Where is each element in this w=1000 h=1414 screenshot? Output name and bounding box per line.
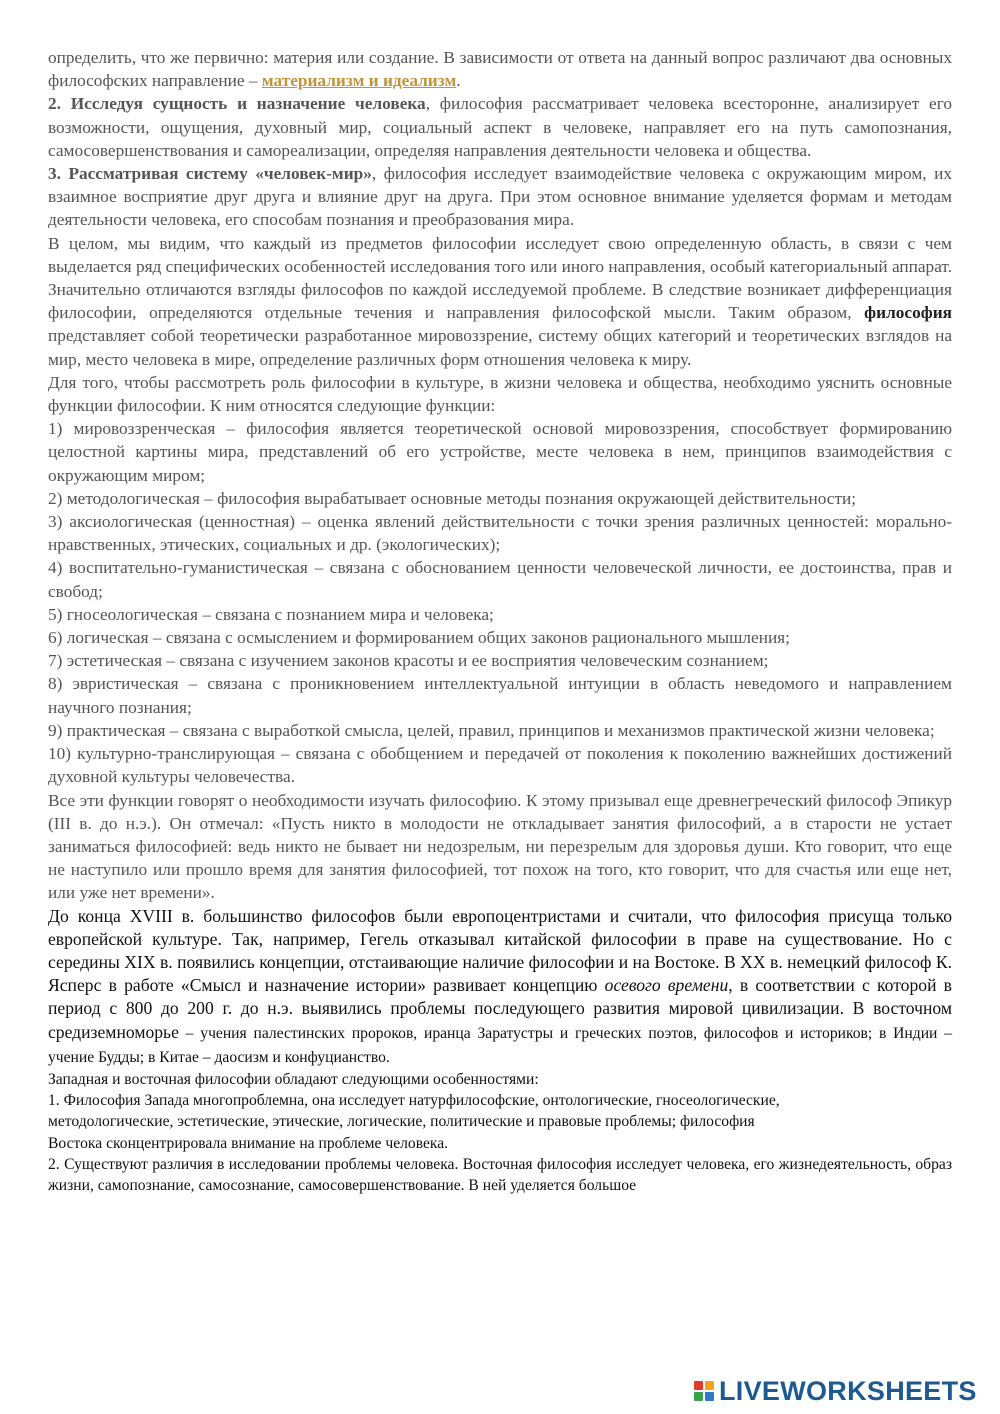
paragraph-4 xyxy=(48,232,952,371)
logo-text: LIVEWORKSHEETS xyxy=(719,1375,977,1406)
paragraph-10: 2. Существуют различия в исследовании проблемы человека. Восточная философия исследует человека, его жизнедеятельность, образ жизни, самопознание, самосознание, самосовершенствование. В ней уделяется большое xyxy=(48,1155,952,1194)
paragraph-2 xyxy=(48,92,952,162)
function-item-6: 6) логическая – связана с осмыслением и формированием общих законов рационального мышления; xyxy=(48,628,790,648)
paragraph-text-end: . xyxy=(456,71,461,91)
function-item-1: 1) мировоззренческая – философия является теоретической основой мировоззрения, способствует формированию целостной картины мира, представлений об его устройстве, месте человека в нем, принципов взаимодействия с окружающим миром; xyxy=(48,419,952,485)
function-item-8: 8) эвристическая – связана с проникновением интеллектуальной интуиции в область неведомого и направлением научного познания; xyxy=(48,674,952,717)
paragraph-3 xyxy=(48,162,952,232)
paragraph-line: Востока сконцентрировала внимание на проблеме человека. xyxy=(48,1134,449,1152)
paragraph-text: , философия рассматривает человека всесторонне, анализирует его возможности, ощущения, духовный мир, социальный аспект в человеке, направляет его на путь самопознания, самосовершенствования и самореализации, определяя направления деятельности человека и общества. xyxy=(48,94,953,160)
function-item-10: 10) культурно-транслирующая – связана с обобщением и передачей от поколения к поколению важнейших достижений духовной культуры человечества. xyxy=(48,744,952,787)
logo-square xyxy=(705,1392,714,1401)
paragraph-8: Западная и восточная философии обладают следующими особенностями: xyxy=(48,1070,539,1088)
philosophy-term: философия xyxy=(864,303,952,323)
logo-square xyxy=(694,1392,703,1401)
paragraph-line: методологические, эстетические, этические, логические, политические и правовые проблемы; философия xyxy=(48,1113,755,1131)
function-item-7: 7) эстетическая – связана с изучением законов красоты и ее восприятия человеческим сознанием; xyxy=(48,651,769,671)
materialism-idealism-link[interactable]: материализм и идеализм xyxy=(261,71,457,91)
logo-square xyxy=(705,1381,714,1390)
paragraph-line: 1. Философия Запада многопроблемна, она исследует натурфилософские, онтологические, гносеологические, xyxy=(48,1092,780,1110)
paragraph-5: Для того, чтобы рассмотреть роль философии в культуре, в жизни человека и общества, необходимо уяснить основные функции философии. К ним относятся следующие функции: xyxy=(48,372,952,416)
paragraph-text: , философия исследует взаимодействие человека с окружающим миром, их взаимное восприятие друг друга и влияние друг на друга. При этом основное внимание уделяется формам и методам деятельности человека, его способам познания и преобразования мира. xyxy=(48,164,952,230)
paragraph-1 xyxy=(48,46,952,92)
paragraph-7 xyxy=(48,905,952,1069)
paragraph-text-middle: , в соответствии с которой в период с 800 до 200 г. до н.э. выявились проблемы последующего развития мировой цивилизации. В восточном средиземноморье xyxy=(48,975,952,1042)
paragraph-text-small: – учения палестинских пророков, иранца Заратустры и греческих поэтов, философов и историков; в Индии – учение Будды; в Китае – даосизм и конфуцианство. xyxy=(48,1024,952,1066)
paragraph-6: Все эти функции говорят о необходимости изучать философию. К этому призывал еще древнегреческий философ Эпикур (III в. до н.э.). Он отмечал: «Пусть никто в молодости не откладывает занятия философий, а в старости не устает заниматься философией: ведь никто не бывает ни недозрелым, ни перезрелым для здоровья души. Кто говорит, что еще не наступило или прошло время для занятия философией, тот похож на того, кто говорит, что для счастья или еще нет, или уже нет времени». xyxy=(48,790,952,903)
function-item-9: 9) практическая – связана с выработкой смысла, целей, правил, принципов и механизмов практической жизни человека; xyxy=(48,720,935,740)
logo-square xyxy=(694,1381,703,1390)
logo-squares-icon xyxy=(694,1381,714,1401)
paragraph-text: В целом, мы видим, что каждый из предметов философии исследует свою определенную область, в связи с чем выделается ряд специфических особенностей исследования того или иного направления, особый категориальный аппарат. Значительно отличаются взгляды философов по каждой исследуемой проблеме. В следствие возникает дифференциация философии, определяются отдельные течения и направления философской мысли. Таким образом, xyxy=(48,233,952,323)
paragraph-text-end: представляет собой теоретически разработанное мировоззрение, систему общих категорий и теоретических взглядов на мир, место человека в мире, определение различных форм отношения человека к миру. xyxy=(48,326,952,369)
paragraph-text: До конца XVIII в. большинство философов были европоцентристами и считали, что философия присуща только европейской культуре. Так, например, Гегель отказывал китайской философии в праве на существование. Но с середины XIX в. появились концепции, отстаивающие наличие философии и на Востоке. В XX в. немецкий философ К. Ясперс в работе «Смысл и назначение истории» развивает концепцию xyxy=(48,905,952,996)
document-page xyxy=(48,46,952,1196)
function-item-4: 4) воспитательно-гуманистическая – связана с обоснованием ценности человеческой личности, ее достоинства, прав и свобод; xyxy=(48,558,952,601)
function-item-5: 5) гносеологическая – связана с познанием мира и человека; xyxy=(48,604,494,624)
liveworksheets-logo xyxy=(694,1374,977,1408)
axial-time-term: осевого времени xyxy=(604,975,729,996)
paragraph-9 xyxy=(48,1090,952,1154)
function-item-2: 2) методологическая – философия вырабатывает основные методы познания окружающей действительности; xyxy=(48,488,857,508)
function-item-3: 3) аксиологическая (ценностная) – оценка явлений действительности с точки зрения различных ценностей: морально-нравственных, этических, социальных и др. (экологических); xyxy=(48,512,952,555)
paragraph-text: определить, что же первично: материя или создание. В зависимости от ответа на данный вопрос различают два основных философских направление – xyxy=(48,48,952,91)
paragraph-bold-lead: 3. Рассматривая систему «человек-мир» xyxy=(48,164,372,184)
paragraph-bold-lead: 2. Исследуя сущность и назначение человека xyxy=(48,94,426,114)
